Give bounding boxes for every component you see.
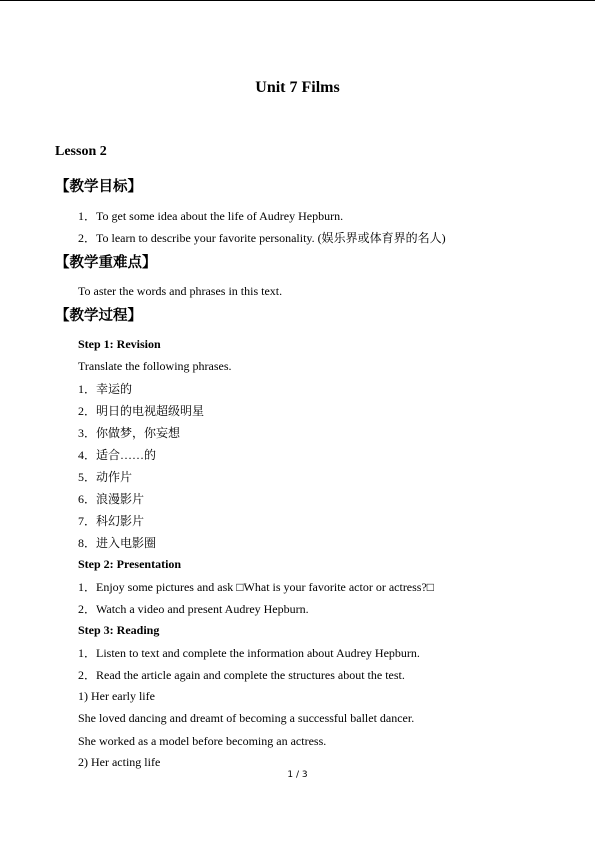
phrase-item: 8．进入电影圈	[78, 536, 157, 550]
phrase-item: 7．科幻影片	[78, 514, 145, 528]
early-life-text: She loved dancing and dreamt of becoming a successful ballet dancer.	[78, 711, 415, 725]
step2-item: 1．Enjoy some pictures and ask □What is your favorite actor or actress?□	[78, 580, 435, 594]
phrase-item: 6．浪漫影片	[78, 492, 145, 506]
process-heading: 【教学过程】	[55, 308, 142, 324]
top-rule	[0, 0, 595, 1]
step1-instruction: Translate the following phrases.	[78, 359, 232, 373]
phrase-item: 5．动作片	[78, 470, 133, 484]
acting-life-heading: 2) Her acting life	[78, 755, 161, 769]
objective-item: 2．To learn to describe your favorite personality. (娱乐界或体育界的名人)	[78, 231, 446, 245]
phrase-item: 2．明日的电视超级明星	[78, 404, 205, 418]
objectives-heading: 【教学目标】	[55, 179, 142, 195]
document-title: Unit 7 Films	[255, 79, 340, 96]
phrase-item: 1．幸运的	[78, 382, 133, 396]
early-life-text: She worked as a model before becoming an actress.	[78, 734, 327, 748]
early-life-heading: 1) Her early life	[78, 689, 155, 703]
step3-heading: Step 3: Reading	[78, 623, 160, 637]
lesson-heading: Lesson 2	[55, 144, 107, 159]
objective-item: 1．To get some idea about the life of Audrey Hepburn.	[78, 209, 344, 223]
key-points-text: To aster the words and phrases in this text.	[78, 284, 283, 298]
page-number: 1 / 3	[287, 770, 308, 780]
step2-heading: Step 2: Presentation	[78, 557, 182, 571]
phrase-item: 4．适合……的	[78, 448, 157, 462]
key-points-heading: 【教学重难点】	[55, 255, 157, 271]
phrase-item: 3．你做梦，你妄想	[78, 426, 181, 440]
step3-item: 2．Read the article again and complete the structures about the test.	[78, 668, 405, 682]
step1-heading: Step 1: Revision	[78, 337, 161, 351]
step3-item: 1．Listen to text and complete the information about Audrey Hepburn.	[78, 646, 420, 660]
step2-item: 2．Watch a video and present Audrey Hepburn.	[78, 602, 309, 616]
